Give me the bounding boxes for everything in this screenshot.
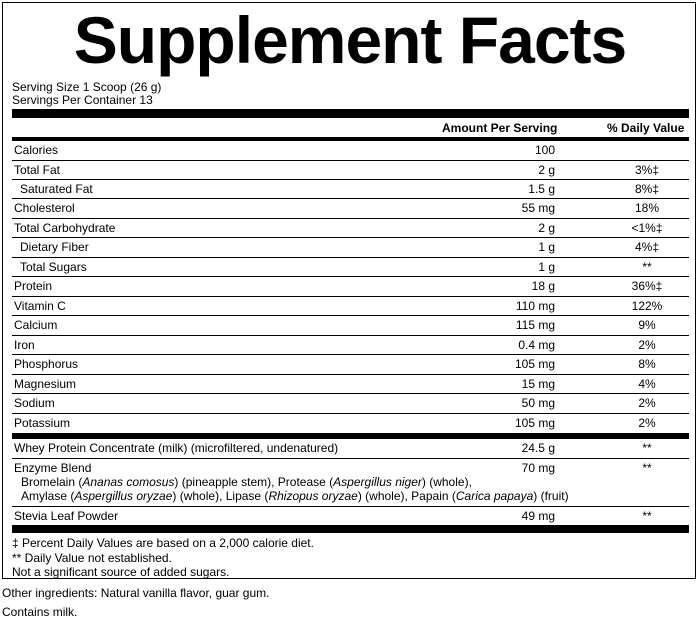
nutrient-row-cholesterol <box>12 199 689 219</box>
serving-info <box>12 81 161 107</box>
nutrient-dv: 8%‡ <box>634 182 660 196</box>
nutrient-dv: 4% <box>638 377 656 391</box>
footnote-dv-basis: ‡ Percent Daily Values are based on a 2,000 calorie diet. <box>12 536 314 550</box>
ingredient-row-stevia <box>12 507 689 525</box>
nutrient-amount: 2 g <box>538 163 555 177</box>
panel-title: Supplement Facts <box>73 3 627 77</box>
nutrient-name: Calcium <box>14 318 58 332</box>
nutrient-name: Potassium <box>14 416 71 430</box>
nutrient-name: Magnesium <box>14 377 77 391</box>
footnote-added-sugars: Not a significant source of added sugars. <box>12 565 230 579</box>
detail-text: Bromelain ( <box>21 475 83 489</box>
nutrient-dv: 36%‡ <box>631 279 663 293</box>
amount-header: Amount Per Serving <box>442 121 558 135</box>
ingredient-amount: 49 mg <box>521 509 555 523</box>
enzyme-detail-line-1 <box>21 475 472 489</box>
other-ingredients: Other ingredients: Natural vanilla flavor, guar gum. <box>2 586 270 600</box>
nutrient-name: Total Carbohydrate <box>14 221 116 235</box>
nutrient-name: Phosphorus <box>14 357 79 371</box>
enzyme-detail-line-2 <box>21 489 569 503</box>
thick-divider-top <box>12 109 689 118</box>
nutrient-amount: 115 mg <box>515 318 555 332</box>
nutrient-name: Cholesterol <box>14 201 75 215</box>
dv-header: % Daily Value <box>607 121 685 135</box>
nutrient-row-calories <box>12 141 689 161</box>
nutrient-row-phosphorus <box>12 355 689 375</box>
nutrient-dv: ** <box>642 260 652 274</box>
nutrient-name: Saturated Fat <box>20 182 93 196</box>
nutrient-amount: 2 g <box>538 221 555 235</box>
supplement-facts-panel <box>2 2 696 579</box>
nutrient-dv: 9% <box>638 318 656 332</box>
nutrient-name: Protein <box>14 279 53 293</box>
nutrient-name: Total Sugars <box>20 260 87 274</box>
nutrient-name: Iron <box>14 338 35 352</box>
detail-text: ) (whole), Papain ( <box>357 489 456 503</box>
latin-name: Aspergillus niger <box>333 475 422 489</box>
nutrient-amount: 1.5 g <box>528 182 555 196</box>
detail-text: ) (whole), <box>421 475 472 489</box>
ingredient-dv: ** <box>642 461 652 475</box>
nutrient-amount: 105 mg <box>514 416 555 430</box>
nutrient-name: Total Fat <box>14 163 61 177</box>
latin-name: Ananas comosus <box>82 475 175 489</box>
detail-text: ) (fruit) <box>533 489 569 503</box>
ingredient-row-enzyme-blend <box>12 459 689 507</box>
nutrient-row-calcium <box>12 316 689 336</box>
detail-text: ) (whole), Lipase ( <box>172 489 269 503</box>
detail-text: Amylase ( <box>21 489 75 503</box>
allergen-statement: Contains milk. <box>2 605 78 619</box>
latin-name: Aspergillus oryzae <box>74 489 173 503</box>
nutrient-row-dietary-fiber <box>12 238 689 258</box>
nutrient-dv: 18% <box>634 201 660 215</box>
nutrient-amount: 50 mg <box>521 396 555 410</box>
nutrient-row-total-carbohydrate <box>12 219 689 238</box>
nutrient-amount: 15 mg <box>521 377 555 391</box>
ingredient-name: Enzyme Blend <box>14 461 92 475</box>
nutrient-row-sodium <box>12 394 689 414</box>
footnote-dv-not-established: ** Daily Value not established. <box>12 551 172 565</box>
ingredient-dv: ** <box>642 441 652 455</box>
latin-name: Carica papaya <box>455 489 534 503</box>
nutrient-dv: 4%‡ <box>634 240 660 254</box>
nutrient-row-iron <box>12 336 689 355</box>
ingredient-row-whey <box>12 439 689 459</box>
nutrient-row-magnesium <box>12 375 689 394</box>
nutrient-name: Vitamin C <box>14 299 66 313</box>
nutrient-row-saturated-fat <box>12 180 689 199</box>
nutrient-amount: 1 g <box>538 240 555 254</box>
ingredient-amount: 70 mg <box>521 461 555 475</box>
serving-size: Serving Size 1 Scoop (26 g) <box>12 80 162 94</box>
nutrient-row-total-sugars <box>12 258 689 277</box>
servings-per-container: Servings Per Container 13 <box>12 93 153 107</box>
nutrient-amount: 110 mg <box>515 299 555 313</box>
nutrient-amount: 55 mg <box>521 201 555 215</box>
nutrient-row-potassium <box>12 414 689 433</box>
ingredient-dv: ** <box>642 509 652 523</box>
latin-name: Rhizopus oryzae <box>268 489 358 503</box>
nutrient-dv: 2% <box>638 396 656 410</box>
nutrient-name: Dietary Fiber <box>20 240 89 254</box>
nutrient-amount: 1 g <box>538 260 555 274</box>
nutrient-amount: 18 g <box>531 279 555 293</box>
nutrient-row-protein <box>12 277 689 297</box>
thick-divider-footnotes <box>12 525 689 533</box>
nutrient-row-vitamin-c <box>12 297 689 316</box>
nutrient-amount: 105 mg <box>514 357 555 371</box>
nutrient-dv: 122% <box>631 299 663 313</box>
nutrient-name: Sodium <box>14 396 55 410</box>
nutrient-amount: 100 <box>534 143 555 157</box>
ingredient-name: Stevia Leaf Powder <box>14 509 119 523</box>
nutrient-name: Calories <box>14 143 59 157</box>
nutrient-dv: 3%‡ <box>634 163 660 177</box>
ingredient-name: Whey Protein Concentrate (milk) (microfiltered, undenatured) <box>14 441 339 455</box>
nutrient-dv: 2% <box>638 416 656 430</box>
detail-text: ) (pineapple stem), Protease ( <box>174 475 334 489</box>
nutrient-dv: <1%‡ <box>631 221 663 235</box>
ingredient-amount: 24.5 g <box>521 441 555 455</box>
nutrient-dv: 8% <box>638 357 656 371</box>
nutrient-dv: 2% <box>638 338 656 352</box>
nutrient-row-total-fat <box>12 161 689 180</box>
nutrient-amount: 0.4 mg <box>518 338 555 352</box>
